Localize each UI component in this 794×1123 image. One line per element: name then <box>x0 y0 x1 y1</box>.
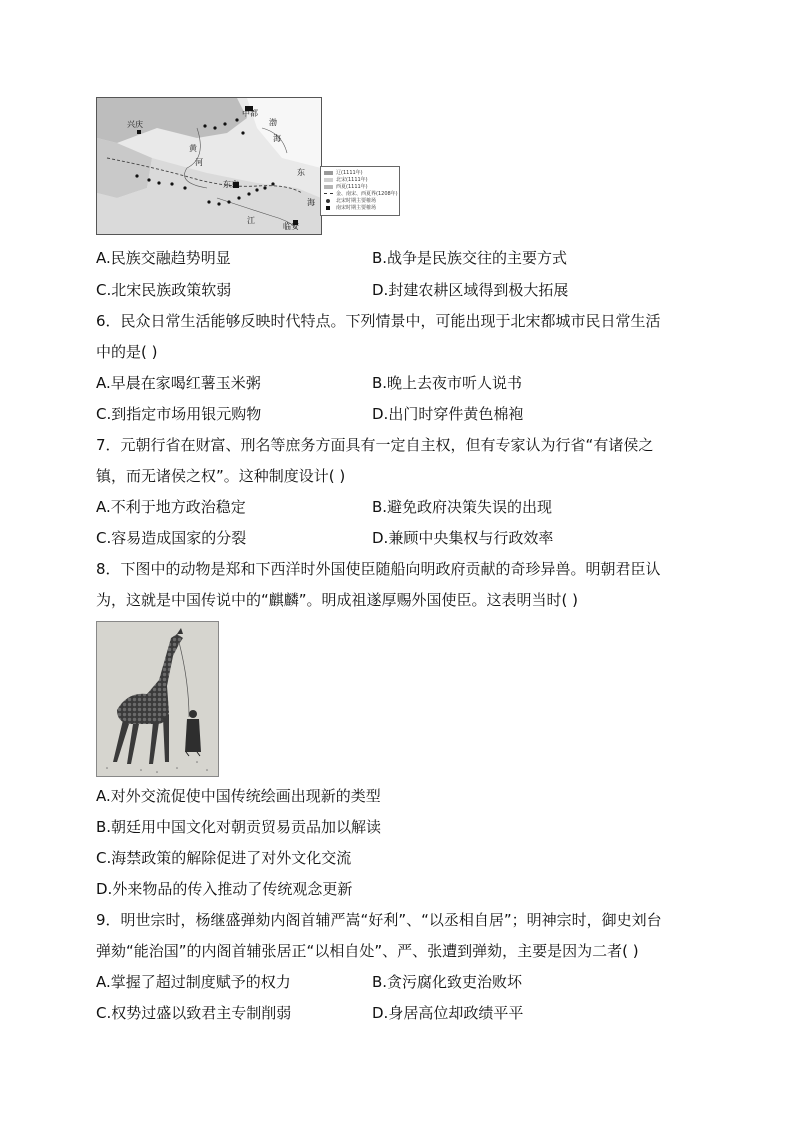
q9-option-d[interactable]: D.身居高位却政绩平平 <box>372 1004 524 1022</box>
q9-option-c[interactable]: C.权势过盛以致君主专制削弱 <box>96 1004 292 1022</box>
q7-option-c[interactable]: C.容易造成国家的分裂 <box>96 529 247 547</box>
q8-option-a[interactable]: A.对外交流促使中国传统绘画出现新的类型 <box>96 787 381 805</box>
legend-item: 辽(1111年) <box>324 170 363 176</box>
q7-stem-line2: 镇，而无诸侯之权”。这种制度设计( ) <box>96 467 346 485</box>
q7-option-b[interactable]: B.避免政府决策失误的出现 <box>372 498 553 516</box>
q6-stem-line1: 6．民众日常生活能够反映时代特点。下列情景中，可能出现于北宋都城市民日常生活 <box>96 312 661 330</box>
q5-option-a[interactable]: A.民族交融趋势明显 <box>96 249 231 267</box>
q5-option-d[interactable]: D.封建农耕区域得到极大拓展 <box>372 281 569 299</box>
legend-item: 西夏(1111年) <box>324 184 368 190</box>
legend-item: 金、南宋、西夏界(1208年) <box>324 191 398 197</box>
map-label-dong: 东 <box>297 168 305 177</box>
map-drawing <box>97 98 321 234</box>
q5-option-c[interactable]: C.北宋民族政策软弱 <box>96 281 232 299</box>
map-label-zhongdu: 中都 <box>242 109 258 118</box>
map-legend <box>320 166 400 216</box>
legend-item: 北宋时期主要榷场 <box>324 198 376 204</box>
q7-stem-line1: 7．元朝行省在财富、刑名等庶务方面具有一定自主权，但有专家认为行省“有诸侯之 <box>96 436 654 454</box>
q6-option-a[interactable]: A.早晨在家喝红薯玉米粥 <box>96 374 261 392</box>
map-label-jiang: 江 <box>247 216 255 225</box>
map-label-huang: 黄 <box>189 144 197 153</box>
song-jin-map <box>96 97 322 235</box>
q6-option-d[interactable]: D.出门时穿件黄色棉袍 <box>372 405 524 423</box>
q8-stem-line1: 8．下图中的动物是郑和下西洋时外国使臣随船向明政府贡献的奇珍异兽。明朝君臣认 <box>96 560 661 578</box>
map-label-bo: 渤 <box>269 118 277 127</box>
q9-stem-line2: 弹劾“能治国”的内阁首辅张居正“以相自处”、严、张遭到弹劾，主要是因为二者( ) <box>96 942 639 960</box>
q7-option-d[interactable]: D.兼顾中央集权与行政效率 <box>372 529 554 547</box>
q8-stem-line2: 为，这就是中国传说中的“麒麟”。明成祖遂厚赐外国使臣。这表明当时( ) <box>96 591 579 609</box>
q8-option-d[interactable]: D.外来物品的传入推动了传统观念更新 <box>96 880 353 898</box>
q9-option-a[interactable]: A.掌握了超过制度赋予的权力 <box>96 973 291 991</box>
giraffe-painting <box>96 621 219 777</box>
map-label-xingqing: 兴庆 <box>127 120 143 129</box>
map-label-hai2: 海 <box>307 198 315 207</box>
map-label-he: 河 <box>195 158 203 167</box>
q6-stem-line2: 中的是( ) <box>96 343 158 361</box>
map-label-dongjing: 东京 <box>223 180 239 189</box>
q5-option-b[interactable]: B.战争是民族交往的主要方式 <box>372 249 568 267</box>
q6-option-b[interactable]: B.晚上去夜市听人说书 <box>372 374 523 392</box>
q9-stem-line1: 9．明世宗时，杨继盛弹劾内阁首辅严嵩“好利”、“以丞相自居”；明神宗时，御史刘台 <box>96 911 662 929</box>
q8-option-b[interactable]: B.朝廷用中国文化对朝贡贸易贡品加以解读 <box>96 818 382 836</box>
legend-item: 北宋(1111年) <box>324 177 368 183</box>
map-label-linan: 临安 <box>283 222 299 231</box>
q8-option-c[interactable]: C.海禁政策的解除促进了对外文化交流 <box>96 849 352 867</box>
q6-option-c[interactable]: C.到指定市场用银元购物 <box>96 405 262 423</box>
giraffe-image <box>97 622 218 776</box>
map-label-hai: 海 <box>273 134 281 143</box>
legend-item: 南宋时期主要榷场 <box>324 205 376 211</box>
q7-option-a[interactable]: A.不利于地方政治稳定 <box>96 498 246 516</box>
q9-option-b[interactable]: B.贪污腐化致吏治败坏 <box>372 973 523 991</box>
